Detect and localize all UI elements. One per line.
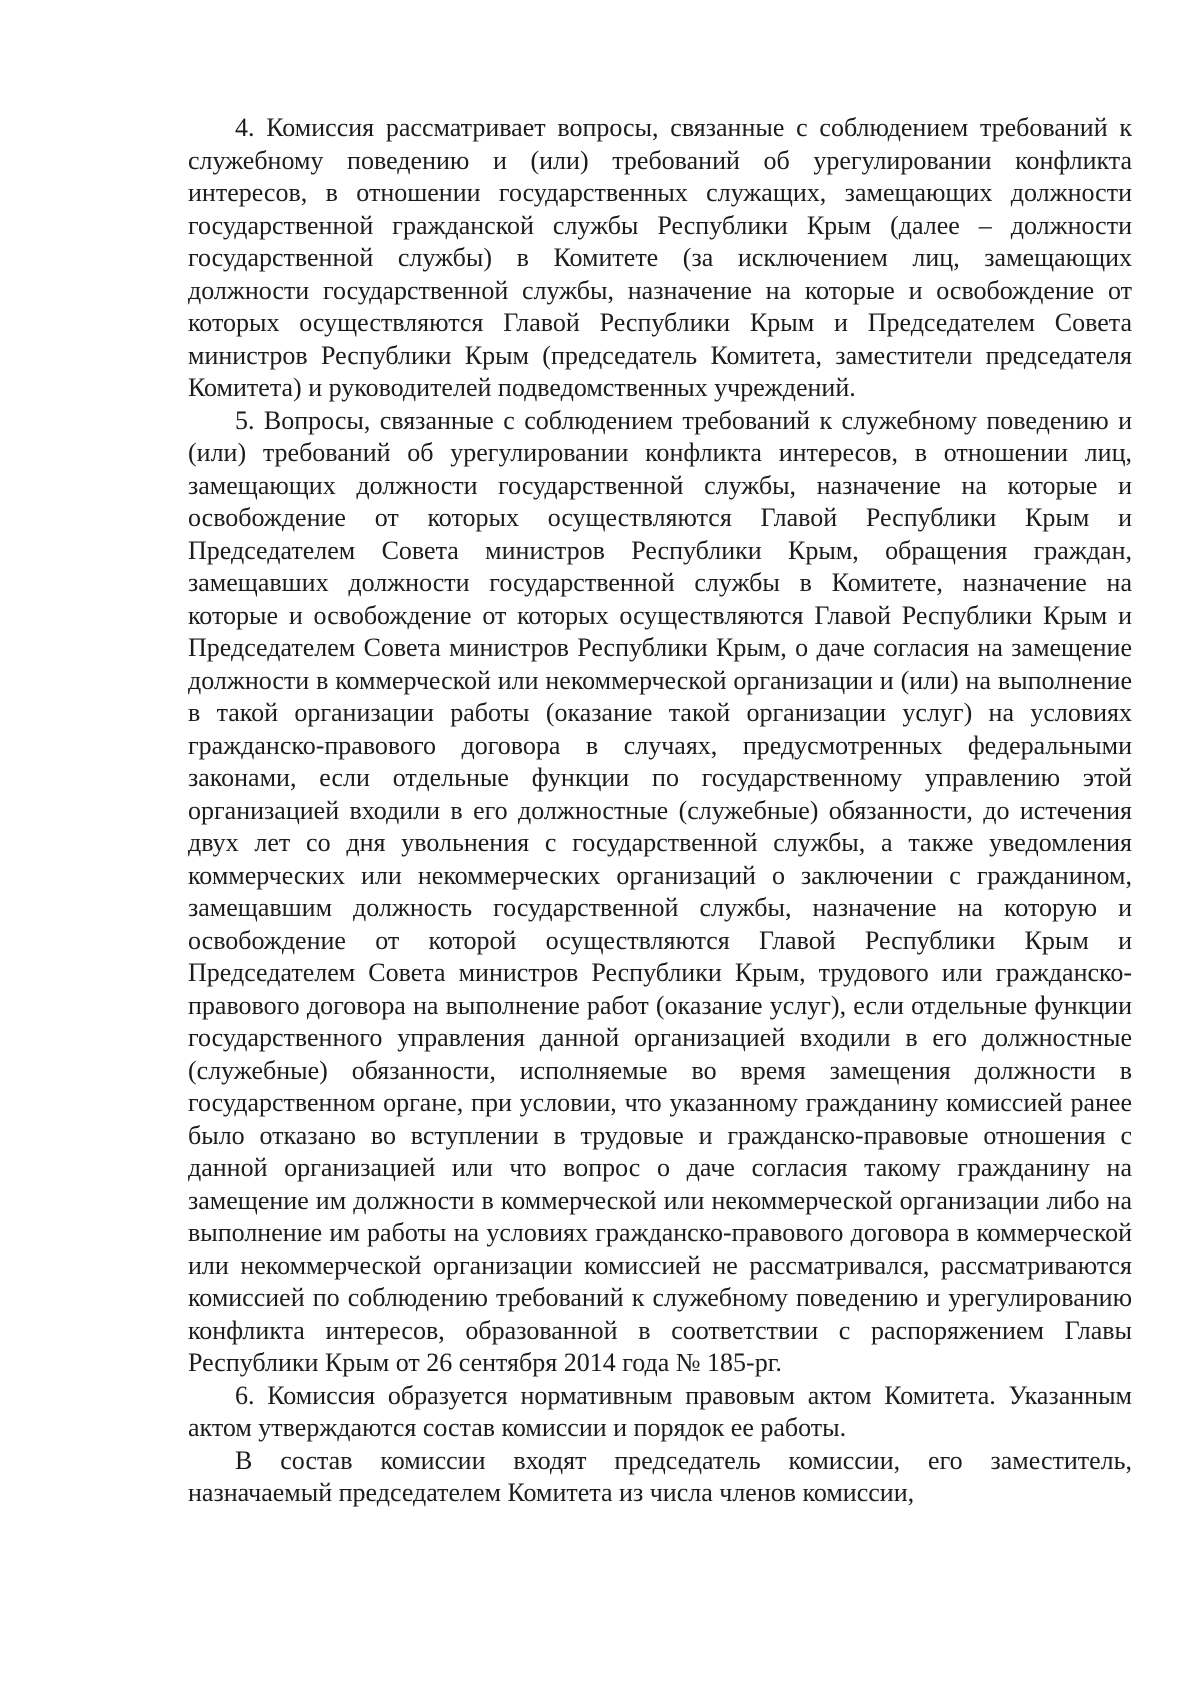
paragraph-6-commission-formation: 6. Комиссия образуется нормативным правовым актом Комитета. Указанным актом утверждаются состав комиссии и порядок ее работы.: [188, 1380, 1132, 1442]
paragraph-5-issues-considered: 5. Вопросы, связанные с соблюдением требований к служебному поведению и (или) требований об урегулировании конфликта интересов, в отношении лиц, замещающих должности государственной службы, назначение на которые и освобождение от которых осуществляются Главой Республики Крым и Председателем Совета министров Республики Крым, обращения граждан, замещавших должности государственной службы в Комитете, назначение на которые и освобождение от которых осуществляются Главой Республики Крым и Председателем Совета министров Республики Крым, о даче согласия на замещение должности в коммерческой или некоммерческой организации и (или) на выполнение в такой организации работы (оказание такой организации услуг) на условиях гражданско-правового договора в случаях, предусмотренных федеральными законами, если отдельные функции по государственному управлению этой организацией входили в его должностные (служебные) обязанности, до истечения двух лет со дня увольнения с государственной службы, а также уведомления коммерческих или некоммерческих организаций о заключении с гражданином, замещавшим должность государственной службы, назначение на которую и освобождение от которой осуществляются Главой Республики Крым и Председателем Совета министров Республики Крым, трудового или гражданско-правового договора на выполнение работ (оказание услуг), если отдельные функции государственного управления данной организацией входили в его должностные (служебные) обязанности, исполняемые во время замещения должности в государственном органе, при условии, что указанному гражданину комиссией ранее было отказано во вступлении в трудовые и гражданско-правовые отношения с данной организацией или что вопрос о даче согласия такому гражданину на замещение им должности в коммерческой или некоммерческой организации либо на выполнение им работы на условиях гражданско-правового договора в коммерческой или некоммерческой организации комиссией не рассматривался, рассматриваются комиссией по соблюдению требований к служебному поведению и урегулированию конфликта интересов, образованной в соответствии с распоряжением Главы Республики Крым от 26 сентября 2014 года № 185-рг.: [188, 405, 1132, 1377]
paragraph-commission-composition: В состав комиссии входят председатель комиссии, его заместитель, назначаемый председателем Комитета из числа членов комиссии,: [188, 1445, 1132, 1507]
document-body: [188, 112, 1132, 1510]
paragraph-4-commission-scope: 4. Комиссия рассматривает вопросы, связанные с соблюдением требований к служебному поведению и (или) требований об урегулировании конфликта интересов, в отношении государственных служащих, замещающих должности государственной гражданской службы Республики Крым (далее – должности государственной службы) в Комитете (за исключением лиц, замещающих должности государственной службы, назначение на которые и освобождение от которых осуществляются Главой Республики Крым и Председателем Совета министров Республики Крым (председатель Комитета, заместители председателя Комитета) и руководителей подведомственных учреждений.: [188, 113, 1132, 402]
